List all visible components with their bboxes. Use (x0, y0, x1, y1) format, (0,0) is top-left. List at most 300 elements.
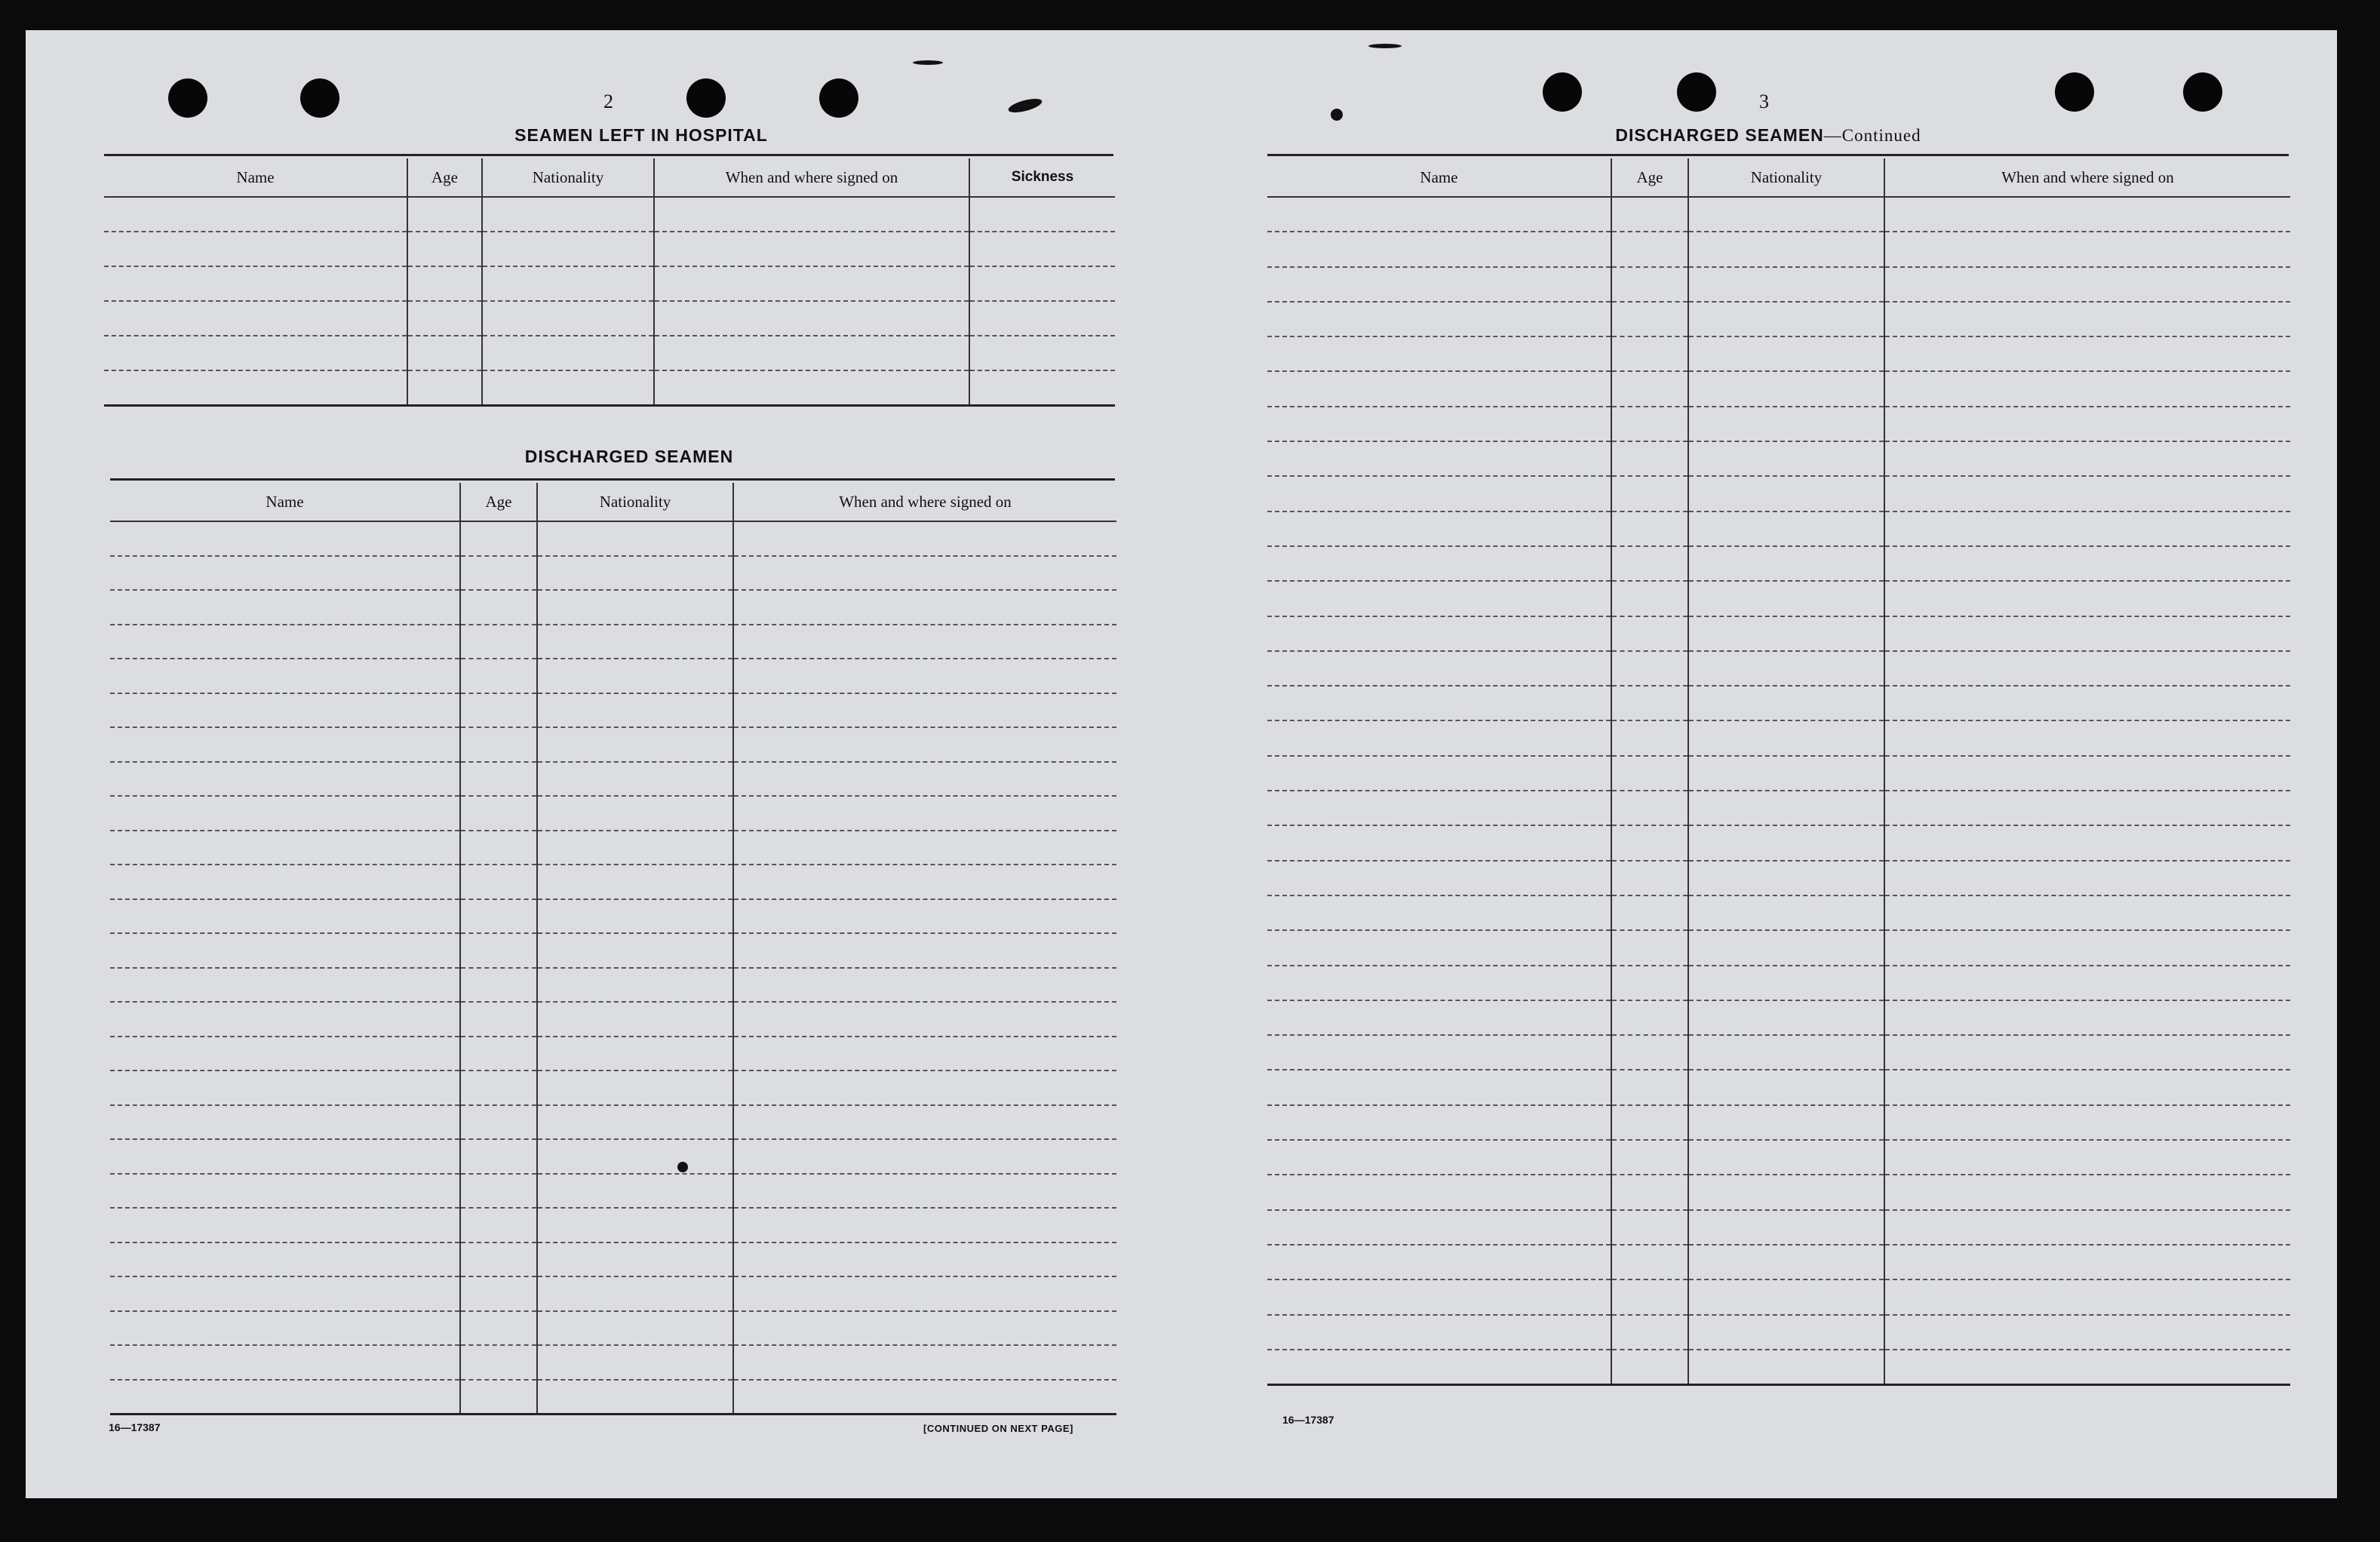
blank-cell (1267, 895, 1611, 930)
column-header-signed-on: When and where signed on (1884, 158, 2290, 197)
blank-cell (1688, 1315, 1884, 1350)
section-rule (110, 478, 1115, 481)
blank-cell (1611, 1210, 1688, 1245)
blank-cell (1611, 720, 1688, 755)
ink-blot (1007, 96, 1043, 115)
table-row (1267, 511, 2290, 546)
blank-cell (654, 370, 969, 406)
blank-cell (1688, 1279, 1884, 1314)
punch-hole (2055, 72, 2094, 112)
blank-cell (460, 796, 537, 831)
table-row (110, 693, 1116, 728)
table-row (1267, 1350, 2290, 1385)
blank-cell (110, 899, 460, 934)
blank-cell (537, 899, 733, 934)
blank-cell (110, 968, 460, 1003)
blank-cell (407, 197, 482, 232)
blank-cell (1611, 476, 1688, 511)
blank-cell (110, 1139, 460, 1174)
blank-cell (1267, 336, 1611, 371)
blank-cell (1267, 1140, 1611, 1175)
table-row (110, 1380, 1116, 1415)
blank-cell (1611, 895, 1688, 930)
blank-cell (1611, 336, 1688, 371)
table-row (1267, 1000, 2290, 1035)
blank-cell (1884, 825, 2290, 860)
blank-cell (969, 266, 1115, 301)
blank-cell (733, 693, 1116, 728)
table-row (1267, 1245, 2290, 1279)
section-title-suffix: —Continued (1823, 126, 1921, 145)
blank-cell (1688, 441, 1884, 476)
blank-cell (110, 1276, 460, 1311)
blank-cell (1884, 1175, 2290, 1209)
blank-cell (482, 301, 654, 336)
table-row (110, 1208, 1116, 1243)
blank-cell (460, 521, 537, 556)
blank-cell (654, 336, 969, 370)
blank-cell (733, 1311, 1116, 1346)
punch-hole (168, 78, 207, 118)
blank-cell (104, 197, 407, 232)
table-row (1267, 546, 2290, 581)
blank-cell (1884, 1210, 2290, 1245)
discharged-continued-table-body (1267, 197, 2290, 1385)
table-row (110, 968, 1116, 1003)
section-title-discharged-continued (1565, 125, 1972, 146)
form-number: 16—17387 (109, 1421, 161, 1433)
blank-cell (1611, 371, 1688, 406)
table-row (1267, 581, 2290, 616)
blank-cell (1611, 966, 1688, 1000)
blank-cell (537, 521, 733, 556)
blank-cell (460, 1070, 537, 1105)
section-title-hospital: SEAMEN LEFT IN HOSPITAL (514, 125, 768, 145)
column-header-name: Name (1267, 158, 1611, 197)
blank-cell (1884, 371, 2290, 406)
table-row (1267, 1035, 2290, 1070)
blank-cell (1884, 791, 2290, 825)
blank-cell (1611, 861, 1688, 895)
blank-cell (1267, 1210, 1611, 1245)
blank-cell (733, 1070, 1116, 1105)
blank-cell (1267, 1175, 1611, 1209)
table-row (1267, 1315, 2290, 1350)
table-row (1267, 336, 2290, 371)
blank-cell (537, 1105, 733, 1140)
table-row (110, 1139, 1116, 1174)
punch-hole (1543, 72, 1582, 112)
blank-cell (1267, 1315, 1611, 1350)
table-row (1267, 267, 2290, 302)
blank-cell (110, 1345, 460, 1380)
blank-cell (1688, 232, 1884, 266)
blank-cell (537, 659, 733, 693)
blank-cell (482, 197, 654, 232)
blank-cell (733, 1380, 1116, 1415)
blank-cell (1688, 1070, 1884, 1104)
table-row (1267, 197, 2290, 232)
hospital-table-body (104, 197, 1115, 406)
blank-cell (110, 727, 460, 762)
blank-cell (1267, 1245, 1611, 1279)
blank-cell (460, 556, 537, 591)
column-header-nationality: Nationality (482, 158, 654, 197)
blank-cell (1688, 1105, 1884, 1140)
blank-cell (1611, 791, 1688, 825)
blank-cell (733, 727, 1116, 762)
blank-cell (537, 693, 733, 728)
blank-cell (969, 336, 1115, 370)
blank-cell (482, 266, 654, 301)
table-row (110, 762, 1116, 797)
table-row (1267, 1140, 2290, 1175)
blank-cell (1611, 546, 1688, 581)
blank-cell (537, 590, 733, 625)
punch-hole (1677, 72, 1716, 112)
blank-cell (1267, 1035, 1611, 1070)
blank-cell (1884, 1035, 2290, 1070)
blank-cell (1884, 476, 2290, 511)
table-row (1267, 791, 2290, 825)
blank-cell (110, 865, 460, 899)
blank-cell (969, 197, 1115, 232)
table-row (1267, 861, 2290, 895)
blank-cell (1884, 1350, 2290, 1385)
blank-cell (407, 301, 482, 336)
blank-cell (482, 370, 654, 406)
blank-cell (407, 266, 482, 301)
table-row (110, 1243, 1116, 1277)
blank-cell (1611, 1315, 1688, 1350)
blank-cell (537, 865, 733, 899)
blank-cell (537, 1037, 733, 1071)
table-row (1267, 441, 2290, 476)
column-header-sickness: Sickness (969, 158, 1115, 197)
blank-cell (1611, 825, 1688, 860)
blank-cell (1267, 407, 1611, 441)
blank-cell (1267, 302, 1611, 336)
blank-cell (654, 232, 969, 266)
section-rule (104, 154, 1113, 156)
blank-cell (733, 1345, 1116, 1380)
blank-cell (733, 1037, 1116, 1071)
blank-cell (1688, 1245, 1884, 1279)
table-row (110, 899, 1116, 934)
blank-cell (460, 1276, 537, 1311)
column-header-age: Age (407, 158, 482, 197)
blank-cell (1688, 791, 1884, 825)
blank-cell (1611, 1245, 1688, 1279)
table-row (1267, 1070, 2290, 1104)
blank-cell (1688, 336, 1884, 371)
blank-cell (1267, 791, 1611, 825)
table-row (110, 1002, 1116, 1037)
blank-cell (654, 266, 969, 301)
table-row (1267, 616, 2290, 651)
blank-cell (733, 521, 1116, 556)
table-row (110, 659, 1116, 693)
blank-cell (1611, 197, 1688, 232)
blank-cell (110, 659, 460, 693)
blank-cell (1611, 1175, 1688, 1209)
blank-cell (969, 370, 1115, 406)
blank-cell (460, 1002, 537, 1037)
blank-cell (1267, 651, 1611, 686)
blank-cell (1688, 1140, 1884, 1175)
blank-cell (537, 933, 733, 968)
blank-cell (1688, 651, 1884, 686)
column-header-name: Name (110, 483, 460, 521)
blank-cell (1267, 441, 1611, 476)
blank-cell (1688, 371, 1884, 406)
blank-cell (460, 899, 537, 934)
blank-cell (110, 590, 460, 625)
blank-cell (1884, 895, 2290, 930)
blank-cell (110, 1037, 460, 1071)
table-row (110, 1311, 1116, 1346)
blank-cell (1688, 267, 1884, 302)
table-row (1267, 825, 2290, 860)
blank-cell (110, 556, 460, 591)
table-row (110, 865, 1116, 899)
blank-cell (1688, 616, 1884, 651)
section-rule (1267, 154, 2289, 156)
blank-cell (460, 1037, 537, 1071)
table-row (1267, 371, 2290, 406)
blank-cell (733, 831, 1116, 865)
punch-hole (2183, 72, 2222, 112)
blank-cell (110, 1002, 460, 1037)
blank-cell (1611, 616, 1688, 651)
blank-cell (733, 590, 1116, 625)
table-row (104, 301, 1115, 336)
blank-cell (1611, 441, 1688, 476)
blank-cell (1884, 1279, 2290, 1314)
blank-cell (1884, 966, 2290, 1000)
column-header-age: Age (1611, 158, 1688, 197)
blank-cell (733, 1243, 1116, 1277)
blank-cell (460, 1174, 537, 1209)
blank-cell (460, 831, 537, 865)
blank-cell (1611, 651, 1688, 686)
table-row (1267, 232, 2290, 266)
table-row (1267, 1279, 2290, 1314)
blank-cell (1611, 756, 1688, 791)
blank-cell (537, 1070, 733, 1105)
blank-cell (460, 1380, 537, 1415)
blank-cell (537, 1002, 733, 1037)
blank-cell (1688, 1035, 1884, 1070)
blank-cell (104, 232, 407, 266)
blank-cell (1267, 825, 1611, 860)
blank-cell (104, 266, 407, 301)
blank-cell (110, 796, 460, 831)
section-title-text: DISCHARGED SEAMEN (1615, 125, 1824, 145)
blank-cell (110, 1380, 460, 1415)
table-header-row (104, 158, 1115, 197)
blank-cell (1884, 1000, 2290, 1035)
table-header-row (1267, 158, 2290, 197)
blank-cell (1688, 861, 1884, 895)
table-row (110, 1070, 1116, 1105)
blank-cell (1611, 686, 1688, 720)
blank-cell (733, 1174, 1116, 1209)
blank-cell (460, 727, 537, 762)
blank-cell (1884, 651, 2290, 686)
blank-cell (1884, 1140, 2290, 1175)
blank-cell (482, 336, 654, 370)
discharged-table-body (110, 521, 1116, 1415)
hospital-table (104, 158, 1115, 407)
blank-cell (1611, 1105, 1688, 1140)
blank-cell (110, 933, 460, 968)
blank-cell (1267, 267, 1611, 302)
blank-cell (104, 370, 407, 406)
table-row (110, 727, 1116, 762)
blank-cell (1884, 441, 2290, 476)
blank-cell (104, 336, 407, 370)
blank-cell (110, 1243, 460, 1277)
blank-cell (1611, 1000, 1688, 1035)
table-row (104, 232, 1115, 266)
blank-cell (1884, 511, 2290, 546)
blank-cell (460, 590, 537, 625)
blank-cell (460, 659, 537, 693)
blank-cell (1884, 1070, 2290, 1104)
table-row (1267, 756, 2290, 791)
blank-cell (460, 968, 537, 1003)
blank-cell (1884, 930, 2290, 965)
blank-cell (733, 1139, 1116, 1174)
blank-cell (460, 693, 537, 728)
blank-cell (1688, 581, 1884, 616)
blank-cell (969, 301, 1115, 336)
blank-cell (537, 1139, 733, 1174)
blank-cell (110, 625, 460, 659)
table-row (110, 1174, 1116, 1209)
punch-hole (300, 78, 339, 118)
blank-cell (110, 1311, 460, 1346)
blank-cell (1267, 197, 1611, 232)
blank-cell (1884, 756, 2290, 791)
table-row (104, 197, 1115, 232)
blank-cell (537, 727, 733, 762)
table-row (1267, 686, 2290, 720)
table-row (1267, 966, 2290, 1000)
blank-cell (110, 1174, 460, 1209)
blank-cell (1688, 930, 1884, 965)
column-header-age: Age (460, 483, 537, 521)
blank-cell (1688, 1350, 1884, 1385)
blank-cell (482, 232, 654, 266)
blank-cell (1267, 1070, 1611, 1104)
blank-cell (110, 693, 460, 728)
blank-cell (1267, 1000, 1611, 1035)
blank-cell (1267, 616, 1611, 651)
blank-cell (1688, 546, 1884, 581)
blank-cell (1611, 1350, 1688, 1385)
blank-cell (537, 556, 733, 591)
blank-cell (1267, 476, 1611, 511)
blank-cell (1688, 825, 1884, 860)
blank-cell (537, 1345, 733, 1380)
blank-cell (537, 831, 733, 865)
blank-cell (1688, 966, 1884, 1000)
table-row (104, 266, 1115, 301)
blank-cell (537, 1380, 733, 1415)
blank-cell (733, 796, 1116, 831)
blank-cell (407, 336, 482, 370)
blank-cell (110, 1105, 460, 1140)
blank-cell (1267, 581, 1611, 616)
blank-cell (1611, 232, 1688, 266)
page-number: 3 (1759, 91, 1769, 112)
table-row (1267, 720, 2290, 755)
blank-cell (733, 1002, 1116, 1037)
blank-cell (110, 521, 460, 556)
blank-cell (1267, 1279, 1611, 1314)
blank-cell (1884, 861, 2290, 895)
blank-cell (1688, 686, 1884, 720)
document-sheet (26, 30, 2337, 1498)
blank-cell (1884, 720, 2290, 755)
blank-cell (1611, 302, 1688, 336)
table-row (1267, 476, 2290, 511)
blank-cell (1611, 1140, 1688, 1175)
column-header-nationality: Nationality (537, 483, 733, 521)
blank-cell (460, 1243, 537, 1277)
column-header-nationality: Nationality (1688, 158, 1884, 197)
table-row (1267, 1175, 2290, 1209)
blank-cell (733, 556, 1116, 591)
blank-cell (1688, 756, 1884, 791)
blank-cell (460, 625, 537, 659)
blank-cell (1611, 267, 1688, 302)
blank-cell (460, 865, 537, 899)
blank-cell (733, 762, 1116, 797)
blank-cell (1688, 511, 1884, 546)
blank-cell (1611, 581, 1688, 616)
punch-hole (819, 78, 858, 118)
blank-cell (537, 762, 733, 797)
blank-cell (1884, 197, 2290, 232)
ink-blot (913, 60, 943, 65)
table-row (104, 370, 1115, 406)
table-row (110, 1037, 1116, 1071)
blank-cell (1267, 546, 1611, 581)
form-number: 16—17387 (1282, 1414, 1334, 1426)
blank-cell (460, 933, 537, 968)
blank-cell (1267, 756, 1611, 791)
blank-cell (1884, 302, 2290, 336)
blank-cell (537, 1174, 733, 1209)
blank-cell (537, 1243, 733, 1277)
blank-cell (733, 1105, 1116, 1140)
blank-cell (1688, 1000, 1884, 1035)
blank-cell (1688, 407, 1884, 441)
blank-cell (537, 1276, 733, 1311)
table-row (110, 590, 1116, 625)
blank-cell (1688, 720, 1884, 755)
table-row (110, 625, 1116, 659)
blank-cell (1884, 336, 2290, 371)
blank-cell (537, 1208, 733, 1243)
blank-cell (1611, 1279, 1688, 1314)
blank-cell (733, 899, 1116, 934)
blank-cell (460, 1345, 537, 1380)
blank-cell (1611, 407, 1688, 441)
